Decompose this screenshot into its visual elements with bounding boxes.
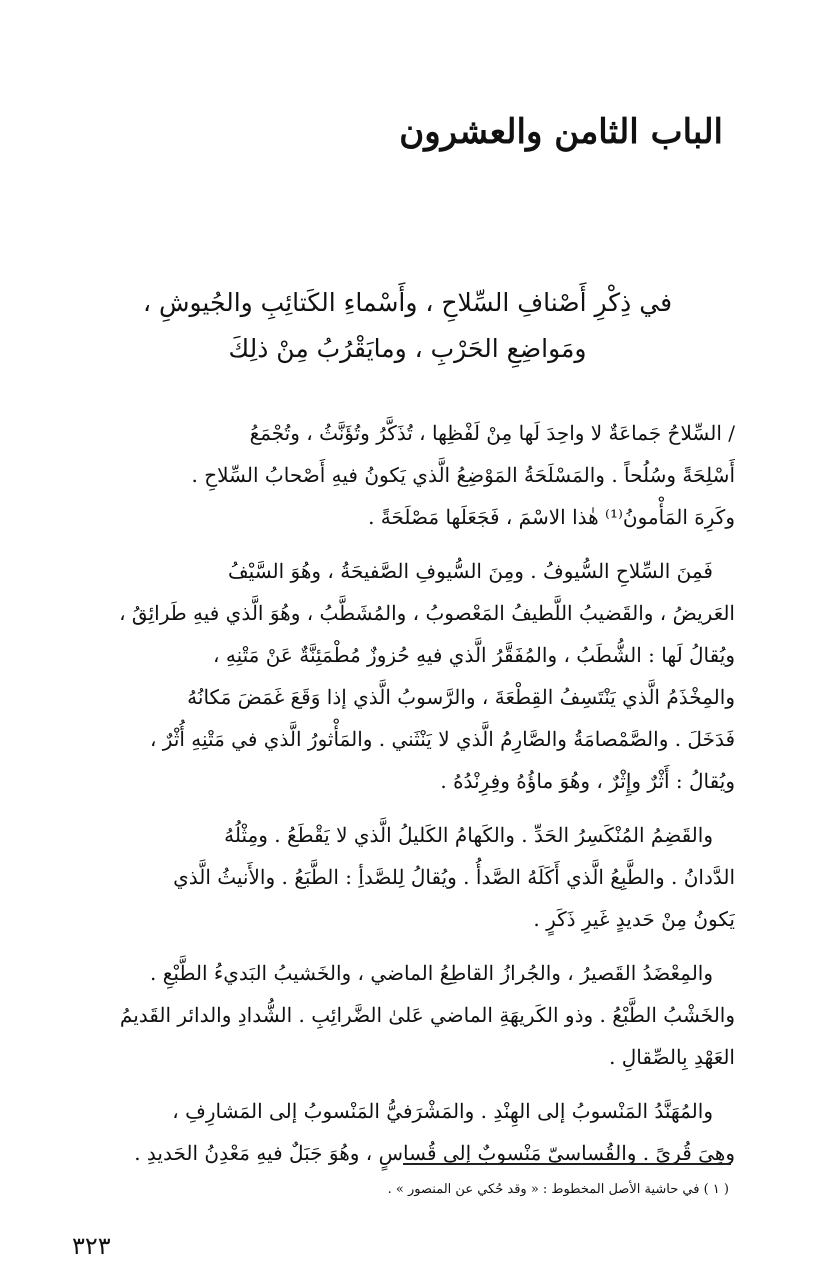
paragraph-line: وكَرِهَ المَأْمونُ⁽¹⁾ هٰذا الاسْمَ ، فَجَعَلَها مَصْلَحَةً . bbox=[368, 505, 735, 529]
page-number: ٣٢٣ bbox=[72, 1232, 111, 1260]
paragraph-line: أَسْلِحَةً وسُلُحاً . والمَسْلَحَةُ المَوْضِعُ الَّذي يَكونُ فيهِ أَصْحابُ السِّلاحِ . bbox=[191, 463, 735, 487]
paragraph-line: والخَشْبُ الطَّبْعُ . وذو الكَريهَةِ الماضي عَلىٰ الضَّرائِبِ . الشُّدادِ والدائر القَديمُ bbox=[119, 1003, 735, 1027]
subtitle-line-1: في ذِكْرِ أَصْنافِ السِّلاحِ ، وأَسْماءِ الكَتائِبِ والجُيوشِ ، bbox=[142, 288, 673, 317]
body-text bbox=[85, 412, 735, 1186]
paragraph-line: فَمِنَ السِّلاحِ السُّيوفُ . ومِنَ السُّيوفِ الصَّفيحَةُ ، وهُوَ السَّيْفُ bbox=[227, 559, 713, 583]
paragraph-2 bbox=[85, 550, 735, 802]
subtitle-line-2: ومَواضِعِ الحَرْبِ ، ومايَقْرُبُ مِنْ ذلِكَ bbox=[228, 334, 587, 363]
paragraph-line: فَدَخَلَ . والصَّمْصامَةُ والصَّارِمُ الَّذي لا يَنْثَني . والمَأْثورُ الَّذي في مَتْنِهِ أُثْرٌ ، bbox=[149, 727, 735, 751]
paragraph-line: ويُقالُ لَها : الشُّطَبُ ، والمُفَقَّرُ الَّذي فيهِ حُزوزٌ مُطْمَئِنَّةٌ عَنْ مَتْنِهِ ، bbox=[213, 643, 735, 667]
paragraph-line: والمِخْذَمُ الَّذي يَنْتَسِفُ القِطْعَةَ ، والرَّسوبُ الَّذي إذا وَقَعَ غَمَضَ مَكانُهُ bbox=[187, 685, 735, 709]
paragraph-3 bbox=[85, 814, 735, 940]
paragraph-line: / السِّلاحُ جَماعَةٌ لا واحِدَ لَها مِنْ لَفْظِها ، تُذَكَّرُ وتُؤَنَّثُ ، وتُجْمَعُ bbox=[249, 421, 735, 445]
footnote: ( ١ ) في حاشية الأصل المخطوط : « وقد حُكي عن المنصور » . bbox=[387, 1182, 729, 1197]
paragraph-line: والمِعْضَدُ القَصيرُ ، والجُرازُ القاطِعُ الماضي ، والخَشيبُ البَديءُ الطَّبْعِ . bbox=[150, 961, 713, 985]
paragraph-line: والمُهَنَّدُ المَنْسوبُ إلى الهِنْدِ . والمَشْرَفيُّ المَنْسوبُ إلى المَشارِفِ ، bbox=[172, 1099, 713, 1123]
paragraph-line: الدَّدانُ . والطَّبِعُ الَّذي أَكَلَهُ الصَّدأُ . ويُقالُ لِلصَّدأِ : الطَّبَعُ . والأَنيثُ الَّذي bbox=[173, 865, 735, 889]
paragraph-line: يَكونُ مِنْ حَديدٍ غَيرِ ذَكَرٍ . bbox=[533, 907, 735, 931]
paragraph-4 bbox=[85, 952, 735, 1078]
paragraph-line: وهِيَ قُرىً . والقُساسيّ مَنْسوبٌ إلى قُساسٍ ، وهُوَ جَبَلٌ فيهِ مَعْدِنُ الحَديدِ . bbox=[134, 1141, 735, 1165]
chapter-title: الباب الثامن والعشرون bbox=[399, 112, 723, 152]
footnote-divider bbox=[403, 1163, 731, 1165]
paragraph-line: العَريضُ ، والقَضيبُ اللَّطيفُ المَعْصوبُ ، والمُشَطَّبُ ، وهُوَ الَّذي فيهِ طَرائِقُ ، bbox=[119, 601, 735, 625]
paragraph-line: والقَضِمُ المُنْكَسِرُ الحَدِّ . والكَهامُ الكَليلُ الَّذي لا يَقْطَعُ . ومِثْلُهُ bbox=[224, 823, 713, 847]
paragraph-line: العَهْدِ بِالصِّقالِ . bbox=[609, 1045, 735, 1069]
chapter-subtitle bbox=[90, 280, 725, 372]
paragraph-1 bbox=[85, 412, 735, 538]
paragraph-5 bbox=[85, 1090, 735, 1174]
paragraph-line: ويُقالُ : أَثْرٌ وإِثْرٌ ، وهُوَ ماؤُهُ وفِرِنْدُهُ . bbox=[440, 769, 735, 793]
